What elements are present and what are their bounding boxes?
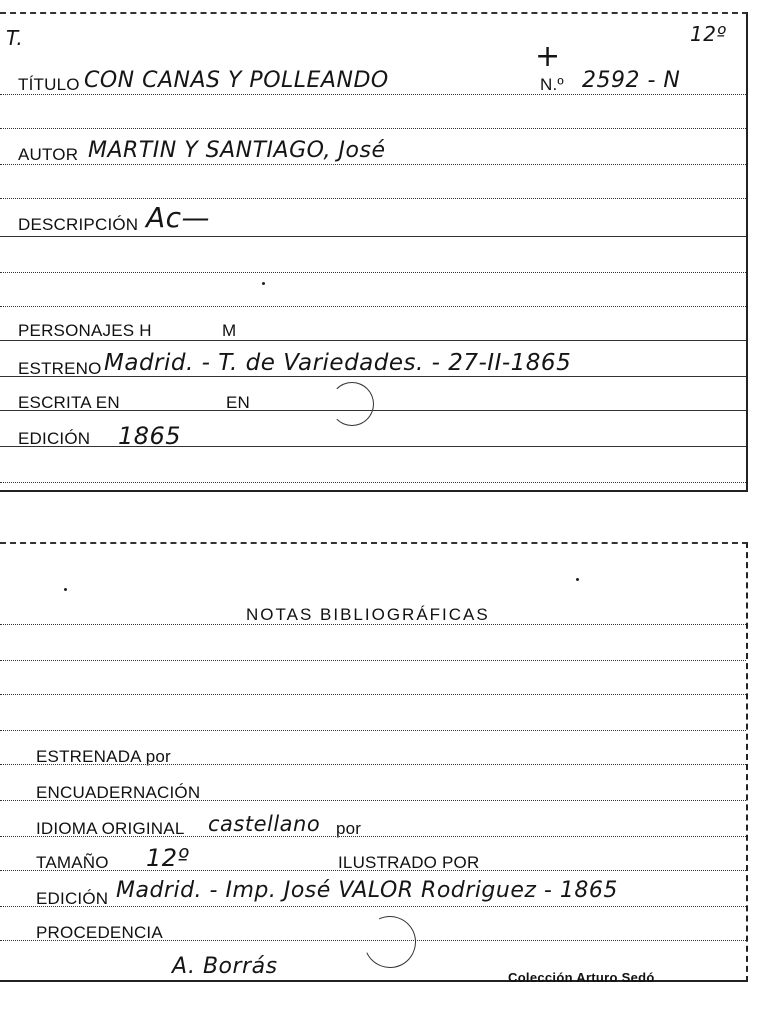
idioma-label: IDIOMA ORIGINAL: [36, 819, 185, 838]
rule-notes-4: [0, 730, 746, 731]
rule-notes-2: [0, 660, 746, 661]
numero-value: 2592 - N: [582, 68, 681, 93]
personajes-m-label: M: [222, 321, 237, 340]
corner-mark: T.: [6, 26, 24, 50]
rule-edicion: [0, 446, 746, 447]
encuadernacion-label: ENCUADERNACIÓN: [36, 783, 201, 802]
rule-blank-1: [0, 128, 746, 129]
rule-bottom: [0, 482, 746, 483]
descripcion-value: Ac—: [146, 201, 211, 234]
rule-descripcion: [0, 236, 746, 237]
escrita-label: ESCRITA EN: [18, 393, 120, 412]
escrita-en-label: EN: [226, 393, 251, 412]
rule-autor: [0, 164, 746, 165]
autor-value: MARTIN Y SANTIAGO, José: [88, 138, 386, 163]
rule-escrita: [0, 410, 746, 411]
estreno-label: ESTRENO: [18, 359, 102, 378]
procedencia-value: A. Borrás: [172, 954, 278, 979]
descripcion-label: DESCRIPCIÓN: [18, 215, 139, 234]
rule-blank-3: [0, 272, 746, 273]
titulo-label: TÍTULO: [18, 75, 80, 94]
stamp-mark: [330, 382, 374, 426]
speck: [64, 588, 67, 591]
rule-titulo: [0, 94, 746, 95]
rule-estreno: [0, 376, 746, 377]
speck: [576, 578, 579, 581]
edicion2-value: Madrid. - Imp. José VALOR Rodriguez - 1865: [116, 878, 618, 903]
procedencia-label: PROCEDENCIA: [36, 923, 163, 942]
rule-personajes: [0, 340, 746, 341]
numero-label: N.º: [540, 75, 564, 94]
rule-procedencia: [0, 940, 746, 941]
rule-notes-3: [0, 694, 746, 695]
catalog-card-main: [0, 12, 748, 492]
rule-blank-4: [0, 306, 746, 307]
idioma-por-label: por: [336, 819, 362, 838]
rule-blank-2: [0, 198, 746, 199]
notes-heading: NOTAS BIBLIOGRÁFICAS: [246, 605, 490, 624]
size-mark: 12º: [690, 22, 727, 46]
stamp-mark: [357, 909, 424, 976]
rule-tamano: [0, 870, 746, 871]
estrenada-label: ESTRENADA por: [36, 747, 171, 766]
rule-idioma: [0, 836, 746, 837]
personajes-label: PERSONAJES H: [18, 321, 152, 340]
edicion2-label: EDICIÓN: [36, 889, 109, 908]
rule-edicion2: [0, 906, 746, 907]
rule-notes-1: [0, 624, 746, 625]
cross-mark: +: [535, 39, 561, 74]
edicion-label: EDICIÓN: [18, 429, 91, 448]
autor-label: AUTOR: [18, 145, 79, 164]
rule-encuadernacion: [0, 800, 746, 801]
idioma-value: castellano: [208, 812, 321, 836]
edicion-value: 1865: [118, 422, 182, 450]
ilustrado-label: ILUSTRADO POR: [338, 853, 480, 872]
collection-imprint: Colección Arturo Sedó: [508, 970, 655, 985]
catalog-card-notes: [0, 542, 748, 985]
rule-estrenada: [0, 764, 746, 765]
estreno-value: Madrid. - T. de Variedades. - 27-II-1865: [104, 350, 572, 376]
titulo-value: CON CANAS Y POLLEANDO: [84, 68, 389, 93]
speck: [262, 282, 265, 285]
tamano-value: 12º: [146, 844, 190, 872]
tamano-label: TAMAÑO: [36, 853, 109, 872]
